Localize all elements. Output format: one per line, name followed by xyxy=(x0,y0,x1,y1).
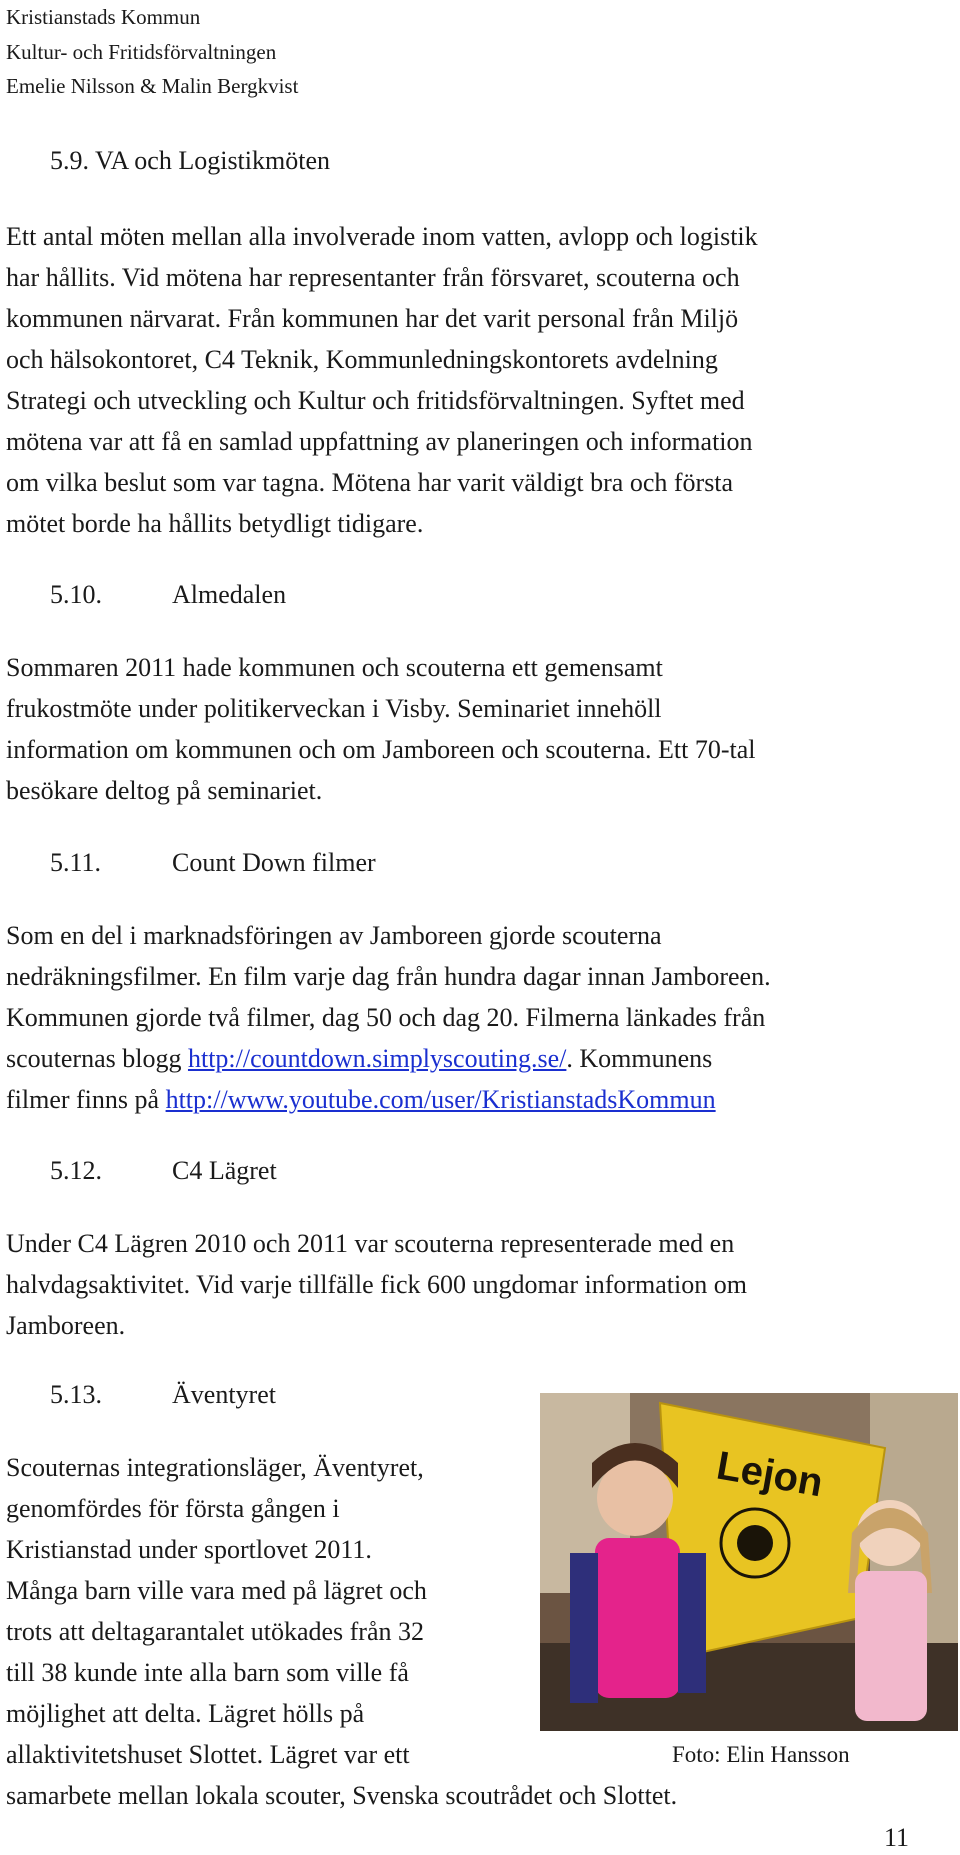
header-department: Kultur- och Fritidsförvaltningen xyxy=(6,39,277,64)
text-line: har hållits. Vid mötena har representanter från försvaret, scouterna och xyxy=(6,263,740,292)
section-title: Almedalen xyxy=(172,580,287,609)
section-title: C4 Lägret xyxy=(172,1156,277,1185)
flag-text: Lejon xyxy=(713,1443,827,1506)
section-number: 5.13. xyxy=(50,1380,102,1409)
section-number: 5.11. xyxy=(50,848,102,877)
text-line: mötena var att få en samlad uppfattning av planeringen och information xyxy=(6,427,753,456)
text-line: Många barn ville vara med på lägret och xyxy=(6,1576,427,1605)
text-line: halvdagsaktivitet. Vid varje tillfälle fick 600 ungdomar information om xyxy=(6,1270,747,1299)
text-line: Strategi och utveckling och Kultur och fritidsförvaltningen. Syftet med xyxy=(6,386,745,415)
section-body-5-11 xyxy=(6,915,771,1120)
document-header xyxy=(6,0,298,104)
header-municipality: Kristianstads Kommun xyxy=(6,5,201,29)
photo-illustration xyxy=(540,1393,958,1731)
text-line: trots att deltagarantalet utökades från 32 xyxy=(6,1617,425,1646)
text-line xyxy=(6,1038,771,1079)
section-heading-5-11 xyxy=(50,848,376,878)
text-line: Under C4 Lägren 2010 och 2011 var scouterna representerade med en xyxy=(6,1229,735,1258)
text-line: nedräkningsfilmer. En film varje dag från hundra dagar innan Jamboreen. xyxy=(6,962,771,991)
photo-two-girls-with-flag xyxy=(540,1393,958,1731)
header-authors: Emelie Nilsson & Malin Bergkvist xyxy=(6,74,299,98)
text-line: Scouternas integrationsläger, Äventyret, xyxy=(6,1453,424,1482)
text-line: genomfördes för första gången i xyxy=(6,1494,340,1523)
text-line: information om kommunen och om Jamboreen och scouterna. Ett 70-tal xyxy=(6,735,756,764)
text-line: besökare deltog på seminariet. xyxy=(6,776,323,805)
text-line: frukostmöte under politikerveckan i Visby. Seminariet innehöll xyxy=(6,694,662,723)
text-line: kommunen närvarat. Från kommunen har det varit personal från Miljö xyxy=(6,304,739,333)
section-heading-5-13 xyxy=(50,1380,276,1410)
countdown-blog-link[interactable]: http://countdown.simplyscouting.se/ xyxy=(187,1044,567,1073)
text-line: till 38 kunde inte alla barn som ville få xyxy=(6,1658,409,1687)
youtube-channel-link[interactable]: http://www.youtube.com/user/KristianstadsKommun xyxy=(165,1085,716,1114)
text-line: Kommunen gjorde två filmer, dag 50 och dag 20. Filmerna länkades från xyxy=(6,1003,766,1032)
section-heading-5-12 xyxy=(50,1156,277,1186)
section-heading-5-10 xyxy=(50,580,286,610)
text-line xyxy=(6,1079,771,1120)
text-line: Sommaren 2011 hade kommunen och scouterna ett gemensamt xyxy=(6,653,663,682)
section-heading-5-9: 5.9. VA och Logistikmöten xyxy=(50,146,330,175)
text-line: Som en del i marknadsföringen av Jamboreen gjorde scouterna xyxy=(6,921,662,950)
text-line: Jamboreen. xyxy=(6,1311,126,1340)
text-line: möjlighet att delta. Lägret hölls på xyxy=(6,1699,365,1728)
text-fragment: scouternas blogg xyxy=(6,1044,188,1073)
text-line: allaktivitetshuset Slottet. Lägret var ett xyxy=(6,1740,410,1769)
text-line: och hälsokontoret, C4 Teknik, Kommunledningskontorets avdelning xyxy=(6,345,718,374)
photo-caption: Foto: Elin Hansson xyxy=(672,1742,850,1767)
section-body-5-10 xyxy=(6,647,755,811)
text-line: mötet borde ha hållits betydligt tidigare. xyxy=(6,509,424,538)
page-number: 11 xyxy=(884,1823,910,1852)
section-title: Äventyret xyxy=(172,1380,276,1409)
text-fragment: . Kommunens xyxy=(566,1044,713,1073)
section-number: 5.10. xyxy=(50,580,102,609)
text-line: Kristianstad under sportlovet 2011. xyxy=(6,1535,372,1564)
section-body-5-12 xyxy=(6,1223,747,1346)
text-fragment: filmer finns på xyxy=(6,1085,166,1114)
section-body-5-9 xyxy=(6,216,758,544)
text-line: om vilka beslut som var tagna. Mötena har varit väldigt bra och första xyxy=(6,468,734,497)
section-number: 5.12. xyxy=(50,1156,102,1185)
text-line: samarbete mellan lokala scouter, Svenska scoutrådet och Slottet. xyxy=(6,1781,678,1810)
text-line: Ett antal möten mellan alla involverade inom vatten, avlopp och logistik xyxy=(6,222,758,251)
section-title: Count Down filmer xyxy=(172,848,376,877)
